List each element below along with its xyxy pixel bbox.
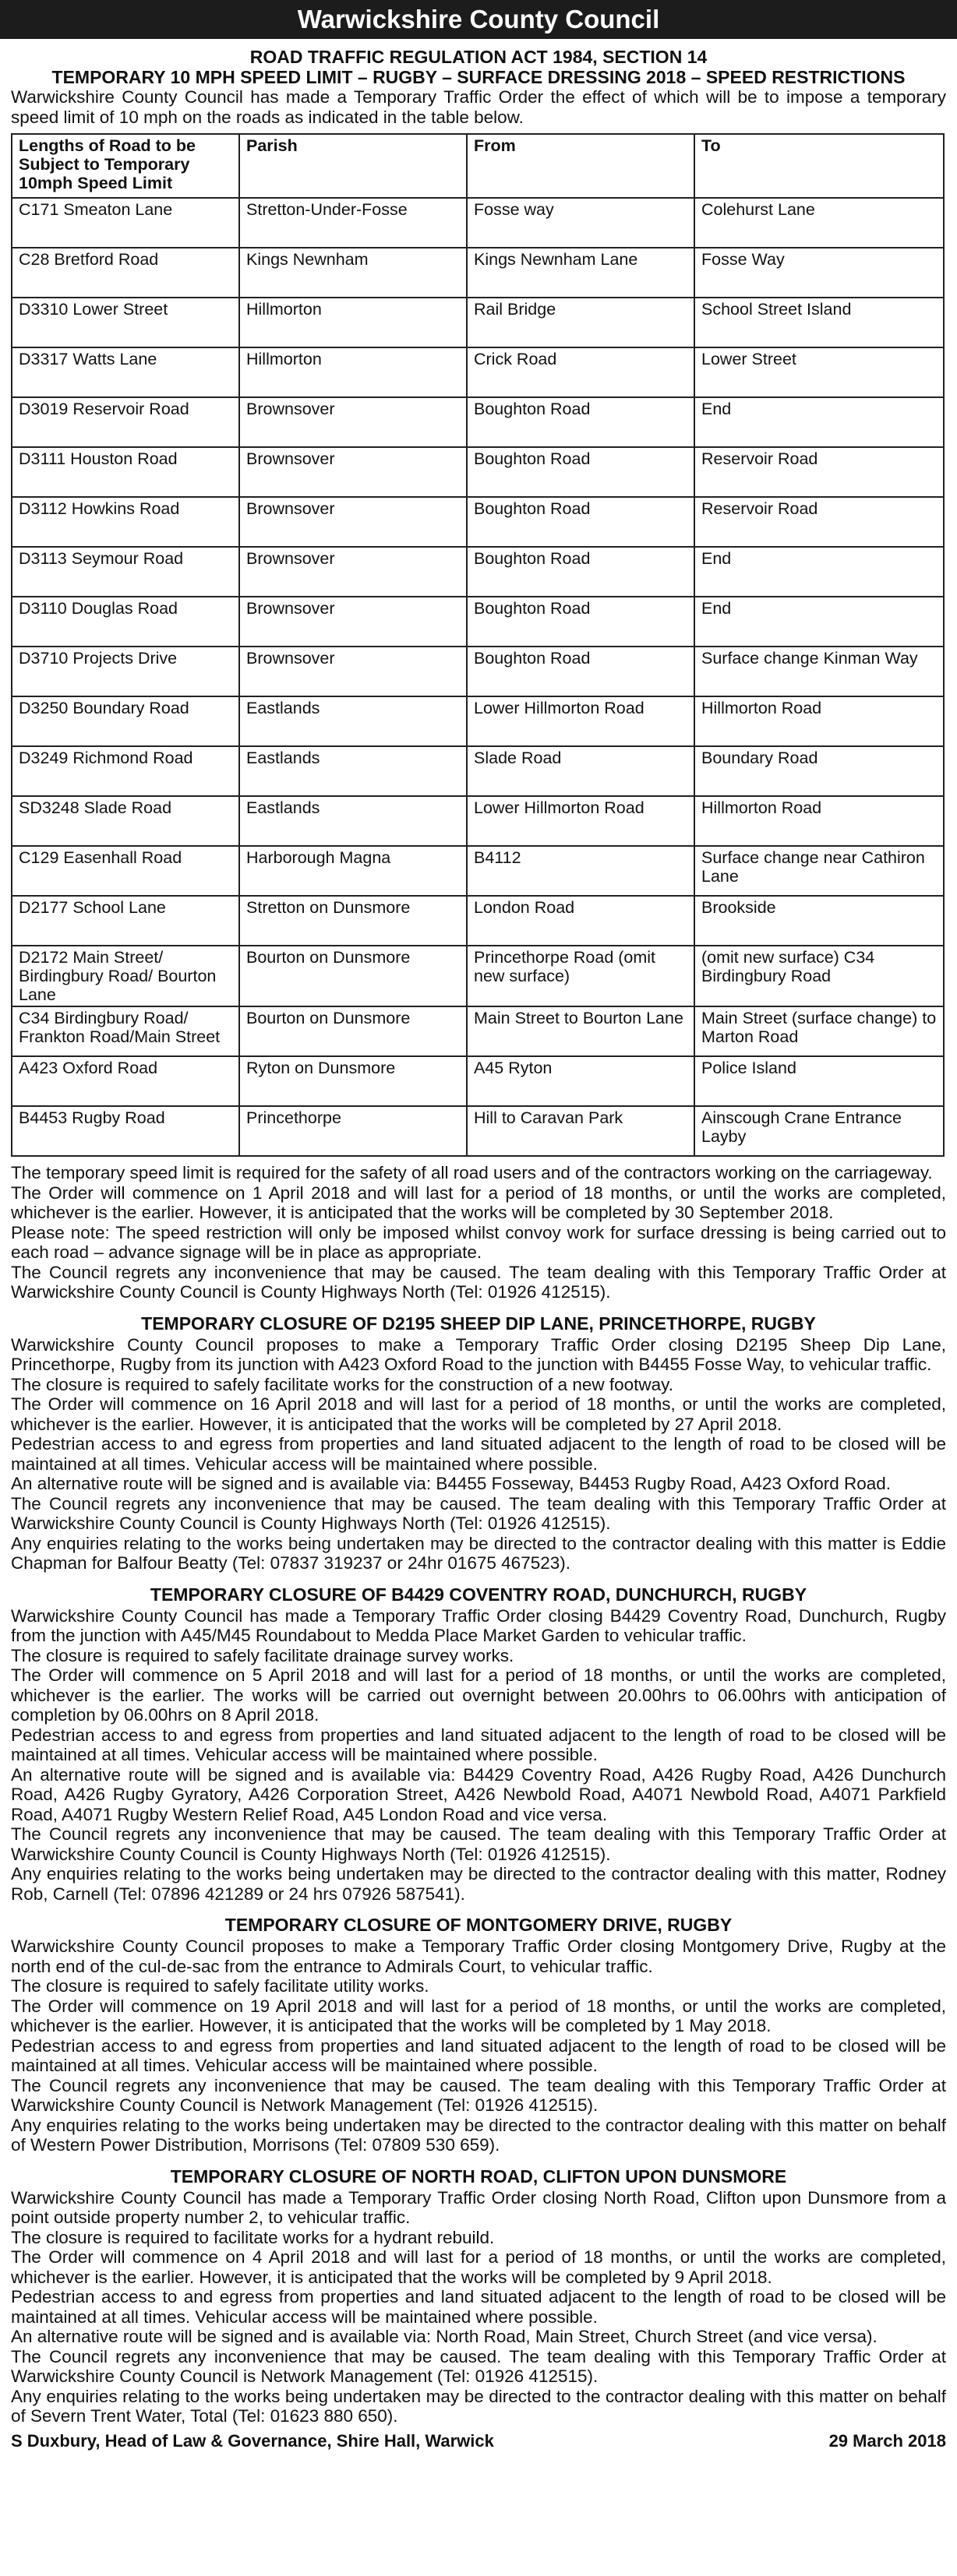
closure-section-sheep-dip-lane bbox=[11, 1313, 946, 1573]
section-paragraph: The Order will commence on 16 April 2018 and will last for a period of 18 months, or until the works are completed, whichever is the earlier. However, it is anticipated that the works will be completed by 27 April 2018. bbox=[11, 1394, 946, 1434]
section-paragraph: The Council regrets any inconvenience that may be caused. The team dealing with this Temporary Traffic Order at Warwickshire County Council is Network Management (Tel: 01926 412515). bbox=[11, 2075, 946, 2115]
cell-road-length: C34 Birdingbury Road/ Frankton Road/Main Street bbox=[12, 1006, 239, 1056]
header-from: From bbox=[467, 134, 694, 198]
cell-from: Boughton Road bbox=[467, 447, 694, 497]
cell-from: Fosse way bbox=[467, 198, 694, 248]
cell-from: Main Street to Bourton Lane bbox=[467, 1006, 694, 1056]
section-paragraph: The Order will commence on 5 April 2018 and will last for a period of 18 months, or until the works are completed, whichever is the earlier. The works will be carried out overnight between 20.00hrs to 06.00hrs with anticipation of completion by 06.00hrs on 8 April 2018. bbox=[11, 1665, 946, 1725]
section-paragraph: The closure is required to safely facilitate works for the construction of a new footway. bbox=[11, 1374, 673, 1394]
table-row bbox=[12, 397, 944, 447]
roads-table-body bbox=[12, 198, 944, 1156]
section-paragraph: Any enquiries relating to the works being undertaken may be directed to the contractor dealing with this matter on behalf of Severn Trent Water, Total (Tel: 01623 880 650). bbox=[11, 2386, 946, 2426]
cell-road-length: D3110 Douglas Road bbox=[12, 597, 239, 647]
cell-to: School Street Island bbox=[694, 298, 944, 347]
section-paragraph: The Order will commence on 19 April 2018 and will last for a period of 18 months, or until the works are completed, whichever is the earlier. However, it is anticipated that the works will be completed by 1 May 2018. bbox=[11, 1996, 946, 2035]
cell-road-length: D3310 Lower Street bbox=[12, 298, 239, 347]
cell-to: Lower Street bbox=[694, 347, 944, 397]
cell-to: End bbox=[694, 547, 944, 597]
table-row bbox=[12, 1106, 944, 1156]
intro-text: Warwickshire County Council has made a Temporary Traffic Order the effect of which will be to impose a temporary speed limit of 10 mph on the roads as indicated in the table below. bbox=[11, 87, 946, 127]
table-row bbox=[12, 497, 944, 547]
section-paragraph: Warwickshire County Council proposes to make a Temporary Traffic Order closing D2195 Sheep Dip Lane, Princethorpe, Rugby from its junction with A423 Oxford Road to the junction with B4455 Fosse Way, to vehicular traffic. bbox=[11, 1334, 946, 1374]
cell-to: Colehurst Lane bbox=[694, 198, 944, 248]
section-paragraph: Warwickshire County Council has made a Temporary Traffic Order closing B4429 Coventry Road, Dunchurch, Rugby from the junction with A45/M45 Roundabout to Medda Place Market Garden to vehicular traffic. bbox=[11, 1605, 946, 1645]
cell-from: Rail Bridge bbox=[467, 298, 694, 347]
cell-from: Hill to Caravan Park bbox=[467, 1106, 694, 1156]
cell-road-length: D3111 Houston Road bbox=[12, 447, 239, 497]
closure-section-north-road bbox=[11, 2166, 946, 2426]
section-paragraph: The closure is required to facilitate works for a hydrant rebuild. bbox=[11, 2227, 495, 2247]
table-row bbox=[12, 796, 944, 846]
cell-parish: Ryton on Dunsmore bbox=[239, 1056, 467, 1106]
cell-road-length: D3317 Watts Lane bbox=[12, 347, 239, 397]
cell-parish: Brownsover bbox=[239, 647, 467, 696]
speed-note: The Council regrets any inconvenience that may be caused. The team dealing with this Temporary Traffic Order at Warwickshire County Council is County Highways North (Tel: 01926 412515). bbox=[11, 1262, 946, 1302]
section-paragraph: Any enquiries relating to the works being undertaken may be directed to the contractor dealing with this matter, Rodney Rob, Carnell (Tel: 07896 421289 or 24 hrs 07926 587541). bbox=[11, 1864, 946, 1904]
cell-to: Fosse Way bbox=[694, 248, 944, 298]
council-banner: Warwickshire County Council bbox=[0, 0, 957, 39]
cell-to: End bbox=[694, 597, 944, 647]
cell-parish: Brownsover bbox=[239, 447, 467, 497]
act-heading: ROAD TRAFFIC REGULATION ACT 1984, SECTION 14 bbox=[249, 47, 708, 67]
cell-parish: Bourton on Dunsmore bbox=[239, 946, 467, 1006]
table-row bbox=[12, 846, 944, 896]
cell-from: Kings Newnham Lane bbox=[467, 248, 694, 298]
cell-parish: Stretton-Under-Fosse bbox=[239, 198, 467, 248]
cell-to: Hillmorton Road bbox=[694, 696, 944, 746]
cell-to: End bbox=[694, 397, 944, 447]
table-row bbox=[12, 298, 944, 347]
cell-from: Boughton Road bbox=[467, 647, 694, 696]
roads-table bbox=[11, 133, 945, 1157]
cell-road-length: D2177 School Lane bbox=[12, 896, 239, 946]
section-paragraph: Warwickshire County Council has made a Temporary Traffic Order closing North Road, Clifton upon Dunsmore from a point outside property number 2, to vehicular traffic. bbox=[11, 2187, 946, 2227]
cell-parish: Brownsover bbox=[239, 597, 467, 647]
table-row bbox=[12, 447, 944, 497]
closure-section-montgomery-drive bbox=[11, 1915, 946, 2155]
cell-road-length: D3112 Howkins Road bbox=[12, 497, 239, 547]
cell-from: Boughton Road bbox=[467, 547, 694, 597]
table-header-row bbox=[12, 134, 944, 198]
cell-road-length: A423 Oxford Road bbox=[12, 1056, 239, 1106]
section-paragraph: The closure is required to safely facilitate utility works. bbox=[11, 1976, 429, 1996]
header-parish: Parish bbox=[239, 134, 467, 198]
notice-footer bbox=[11, 2431, 946, 2451]
section-paragraph: The closure is required to safely facilitate drainage survey works. bbox=[11, 1645, 514, 1665]
section-paragraph: Pedestrian access to and egress from properties and land situated adjacent to the length of road to be closed will be maintained at all times. Vehicular access will be maintained where possible. bbox=[11, 2035, 946, 2075]
cell-from: Boughton Road bbox=[467, 597, 694, 647]
cell-road-length: D3250 Boundary Road bbox=[12, 696, 239, 746]
cell-parish: Brownsover bbox=[239, 547, 467, 597]
cell-to: Ainscough Crane Entrance Layby bbox=[694, 1106, 944, 1156]
cell-road-length: C129 Easenhall Road bbox=[12, 846, 239, 896]
order-title: TEMPORARY 10 MPH SPEED LIMIT – RUGBY – SURFACE DRESSING 2018 – SPEED RESTRICTIONS bbox=[51, 67, 906, 87]
cell-parish: Brownsover bbox=[239, 497, 467, 547]
cell-road-length: D3249 Richmond Road bbox=[12, 746, 239, 796]
table-row bbox=[12, 946, 944, 1006]
section-paragraph: The Council regrets any inconvenience that may be caused. The team dealing with this Temporary Traffic Order at Warwickshire County Council is County Highways North (Tel: 01926 412515). bbox=[11, 1824, 946, 1864]
table-row bbox=[12, 746, 944, 796]
cell-to: Reservoir Road bbox=[694, 447, 944, 497]
cell-to: Surface change Kinman Way bbox=[694, 647, 944, 696]
cell-from: Princethorpe Road (omit new surface) bbox=[467, 946, 694, 1006]
cell-from: Boughton Road bbox=[467, 497, 694, 547]
cell-to: Main Street (surface change) to Marton Road bbox=[694, 1006, 944, 1056]
cell-parish: Stretton on Dunsmore bbox=[239, 896, 467, 946]
notice-date: 29 March 2018 bbox=[828, 2430, 946, 2451]
header-road-lengths: Lengths of Road to be Subject to Temporary 10mph Speed Limit bbox=[12, 134, 239, 198]
table-row bbox=[12, 1006, 944, 1056]
cell-from: Lower Hillmorton Road bbox=[467, 796, 694, 846]
cell-parish: Kings Newnham bbox=[239, 248, 467, 298]
section-paragraph: Pedestrian access to and egress from properties and land situated adjacent to the length of road to be closed will be maintained at all times. Vehicular access will be maintained where possible. bbox=[11, 1725, 946, 1764]
section-paragraph: An alternative route will be signed and is available via: B4429 Coventry Road, A426 Rugby Road, A426 Dunchurch Road, A426 Rugby Gyratory, A426 Corporation Street, A426 Newbold Road, A4071 Newbold Road, A4071 Parkfield Road, A4071 Rugby Western Relief Road, A45 London Road and vice versa. bbox=[11, 1764, 946, 1824]
cell-road-length: C28 Bretford Road bbox=[12, 248, 239, 298]
table-row bbox=[12, 198, 944, 248]
header-to: To bbox=[694, 134, 944, 198]
cell-road-length: D2172 Main Street/ Birdingbury Road/ Bourton Lane bbox=[12, 946, 239, 1006]
cell-from: Boughton Road bbox=[467, 397, 694, 447]
speed-limit-notes bbox=[11, 1163, 946, 1302]
table-row bbox=[12, 1056, 944, 1106]
section-title: TEMPORARY CLOSURE OF B4429 COVENTRY ROAD, DUNCHURCH, RUGBY bbox=[150, 1584, 807, 1605]
table-row bbox=[12, 248, 944, 298]
cell-parish: Harborough Magna bbox=[239, 846, 467, 896]
cell-to: Reservoir Road bbox=[694, 497, 944, 547]
speed-note: The temporary speed limit is required for the safety of all road users and of the contractors working on the carriageway. bbox=[11, 1163, 933, 1182]
cell-road-length: B4453 Rugby Road bbox=[12, 1106, 239, 1156]
cell-parish: Brownsover bbox=[239, 397, 467, 447]
cell-from: A45 Ryton bbox=[467, 1056, 694, 1106]
cell-from: Crick Road bbox=[467, 347, 694, 397]
section-title: TEMPORARY CLOSURE OF NORTH ROAD, CLIFTON UPON DUNSMORE bbox=[170, 2165, 787, 2187]
cell-from: Slade Road bbox=[467, 746, 694, 796]
cell-to: Brookside bbox=[694, 896, 944, 946]
table-row bbox=[12, 547, 944, 597]
cell-parish: Hillmorton bbox=[239, 347, 467, 397]
signatory: S Duxbury, Head of Law & Governance, Shire Hall, Warwick bbox=[11, 2430, 494, 2451]
section-paragraph: Pedestrian access to and egress from properties and land situated adjacent to the length of road to be closed will be maintained at all times. Vehicular access will be maintained where possible. bbox=[11, 1434, 946, 1474]
table-row bbox=[12, 597, 944, 647]
speed-note: Please note: The speed restriction will only be imposed whilst convoy work for surface dressing is being carried out to each road – advance signage will be in place as appropriate. bbox=[11, 1222, 946, 1262]
table-row bbox=[12, 647, 944, 696]
table-row bbox=[12, 896, 944, 946]
section-paragraph: An alternative route will be signed and is available via: North Road, Main Street, Church Street (and vice versa). bbox=[11, 2327, 878, 2346]
cell-parish: Eastlands bbox=[239, 796, 467, 846]
cell-road-length: SD3248 Slade Road bbox=[12, 796, 239, 846]
cell-parish: Eastlands bbox=[239, 746, 467, 796]
cell-parish: Princethorpe bbox=[239, 1106, 467, 1156]
speed-note: The Order will commence on 1 April 2018 and will last for a period of 18 months, or until the works are completed, whichever is the earlier. However, it is anticipated that the works will be completed by 30 September 2018. bbox=[11, 1182, 946, 1222]
cell-from: London Road bbox=[467, 896, 694, 946]
cell-road-length: C171 Smeaton Lane bbox=[12, 198, 239, 248]
cell-road-length: D3710 Projects Drive bbox=[12, 647, 239, 696]
cell-to: Police Island bbox=[694, 1056, 944, 1106]
section-paragraph: The Council regrets any inconvenience that may be caused. The team dealing with this Temporary Traffic Order at Warwickshire County Council is County Highways North (Tel: 01926 412515). bbox=[11, 1493, 946, 1533]
cell-parish: Bourton on Dunsmore bbox=[239, 1006, 467, 1056]
cell-road-length: D3019 Reservoir Road bbox=[12, 397, 239, 447]
cell-parish: Eastlands bbox=[239, 696, 467, 746]
table-row bbox=[12, 696, 944, 746]
cell-from: Lower Hillmorton Road bbox=[467, 696, 694, 746]
cell-to: (omit new surface) C34 Birdingbury Road bbox=[694, 946, 944, 1006]
cell-from: B4112 bbox=[467, 846, 694, 896]
table-row bbox=[12, 347, 944, 397]
section-title: TEMPORARY CLOSURE OF D2195 SHEEP DIP LANE, PRINCETHORPE, RUGBY bbox=[141, 1313, 816, 1334]
cell-to: Boundary Road bbox=[694, 746, 944, 796]
section-paragraph: Pedestrian access to and egress from properties and land situated adjacent to the length of road to be closed will be maintained at all times. Vehicular access will be maintained where possible. bbox=[11, 2287, 946, 2327]
section-paragraph: An alternative route will be signed and is available via: B4455 Fosseway, B4453 Rugby Road, A423 Oxford Road. bbox=[11, 1474, 892, 1493]
section-title: TEMPORARY CLOSURE OF MONTGOMERY DRIVE, RUGBY bbox=[224, 1915, 733, 1935]
cell-parish: Hillmorton bbox=[239, 298, 467, 347]
section-paragraph: Any enquiries relating to the works being undertaken may be directed to the contractor dealing with this matter on behalf of Western Power Distribution, Morrisons (Tel: 07809 530 659). bbox=[11, 2115, 946, 2155]
cell-road-length: D3113 Seymour Road bbox=[12, 547, 239, 597]
cell-to: Surface change near Cathiron Lane bbox=[694, 846, 944, 896]
closure-section-coventry-road bbox=[11, 1584, 946, 1905]
cell-to: Hillmorton Road bbox=[694, 796, 944, 846]
section-paragraph: The Order will commence on 4 April 2018 and will last for a period of 18 months, or until the works are completed, whichever is the earlier. However, it is anticipated that the works will be completed by 9 April 2018. bbox=[11, 2247, 946, 2287]
section-paragraph: Any enquiries relating to the works being undertaken may be directed to the contractor dealing with this matter is Eddie Chapman for Balfour Beatty (Tel: 07837 319237 or 24hr 01675 467523). bbox=[11, 1533, 946, 1573]
section-paragraph: Warwickshire County Council proposes to make a Temporary Traffic Order closing Montgomery Drive, Rugby at the north end of the cul-de-sac from the entrance to Admirals Court, to vehicular traffic. bbox=[11, 1936, 946, 1976]
section-paragraph: The Council regrets any inconvenience that may be caused. The team dealing with this Temporary Traffic Order at Warwickshire County Council is Network Management (Tel: 01926 412515). bbox=[11, 2346, 946, 2386]
